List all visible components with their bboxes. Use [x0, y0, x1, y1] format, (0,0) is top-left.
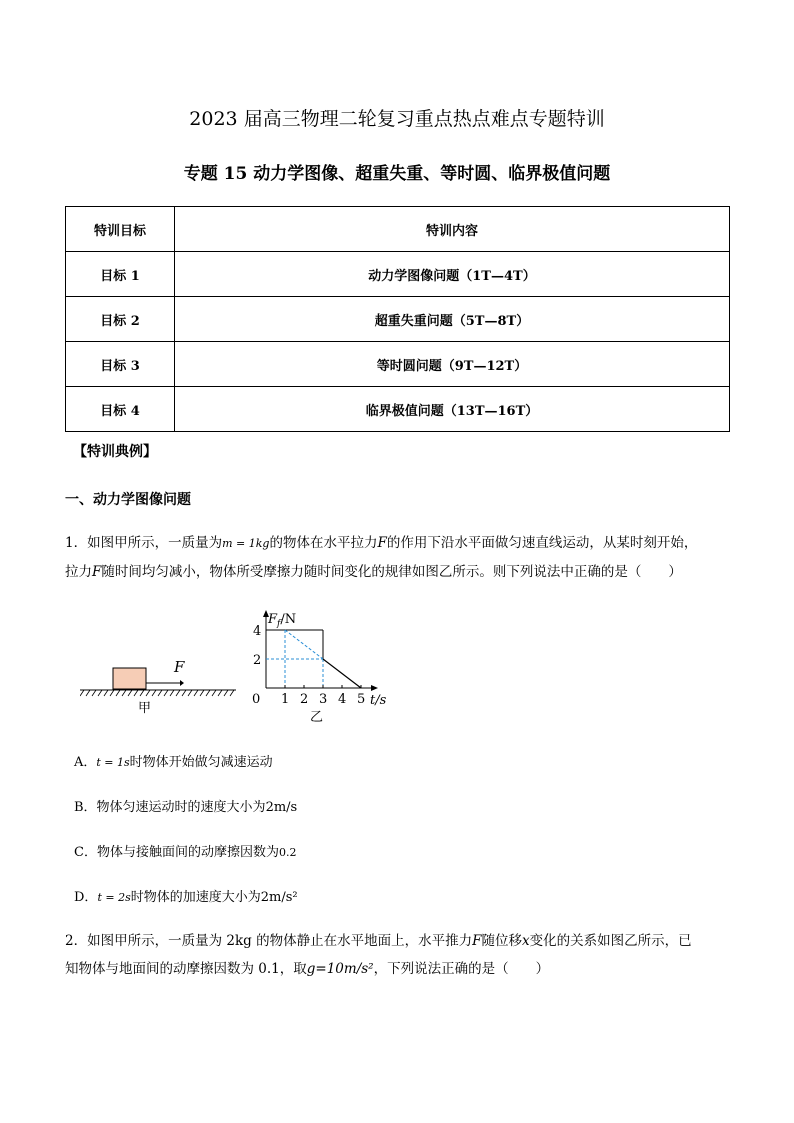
- q2-text: 随位移: [481, 933, 522, 949]
- table-header-row: [66, 207, 730, 252]
- x-tick-label: 2: [300, 692, 309, 707]
- option-c: [74, 841, 296, 860]
- x-axis-arrow: [371, 685, 378, 691]
- table-cell-content: 等时圆问题（9T—12T）: [175, 342, 730, 387]
- q2-text: 变化的关系如图乙所示，已: [529, 933, 692, 949]
- table-cell-goal: 目标 3: [66, 342, 175, 387]
- table-row: [66, 297, 730, 342]
- q2-x-symbol: x: [521, 933, 530, 949]
- q1-text: 的作用下沿水平面做匀速直线运动，从某时刻开始，: [386, 535, 698, 551]
- option-d-label: D．: [74, 890, 98, 905]
- q2-force-symbol: F: [472, 933, 482, 949]
- friction-line: [323, 659, 361, 688]
- option-d-expr: 2m/s²: [260, 890, 298, 905]
- option-a-label: A．: [74, 755, 97, 770]
- option-d-expr: t = 2s: [97, 891, 131, 904]
- table-cell-goal: 目标 2: [66, 297, 175, 342]
- x-tick-label: 5: [357, 692, 366, 707]
- section-heading: 一、动力学图像问题: [65, 492, 191, 508]
- q1-text: 的物体在水平拉力: [269, 535, 378, 551]
- option-b: [74, 796, 297, 815]
- table-cell-goal: 目标 4: [66, 387, 175, 432]
- option-a: [74, 751, 273, 770]
- question-1-text: [65, 529, 745, 586]
- option-b-expr: 2m/s: [265, 800, 298, 815]
- arrow-head: [180, 680, 184, 686]
- option-d-text: 时物体的加速度大小为: [130, 890, 261, 905]
- q2-text: 知物体与地面间的动摩擦因数为 0.1，取: [65, 961, 307, 977]
- figure-jia: [80, 655, 240, 725]
- q2-text: ，下列说法正确的是（ ）: [373, 961, 550, 977]
- q1-force-symbol: F: [377, 535, 387, 551]
- q1-text: 拉力: [65, 564, 92, 580]
- table-header-content: 特训内容: [175, 207, 730, 252]
- table-cell-content: 动力学图像问题（1T—4T）: [175, 252, 730, 297]
- x-tick-label: 1: [281, 692, 290, 707]
- table-cell-content: 临界极值问题（13T—16T）: [175, 387, 730, 432]
- figure-caption-jia: 甲: [138, 701, 152, 716]
- q1-force-symbol: F: [92, 564, 102, 580]
- x-tick-label: 3: [319, 692, 328, 707]
- option-a-expr: t = 1s: [96, 756, 130, 769]
- table-cell-goal: 目标 1: [66, 252, 175, 297]
- q2-g-expr: g=10m/s²: [306, 961, 374, 977]
- figure-caption-yi: 乙: [310, 710, 324, 725]
- goals-table: [65, 206, 730, 432]
- figure-yi-chart: [248, 605, 398, 725]
- q1-text: 1．如图甲所示，一质量为: [65, 535, 223, 551]
- page-title: 2023 届高三物理二轮复习重点热点难点专题特训: [189, 108, 605, 130]
- x-tick-label: 0: [252, 692, 261, 707]
- table-header-goal: 特训目标: [66, 207, 175, 252]
- force-label: F: [174, 658, 185, 676]
- question-2-text: [65, 927, 745, 983]
- ground-hatching: [80, 690, 234, 696]
- option-c-expr: 0.2: [278, 846, 297, 859]
- y-tick-label: 4: [253, 624, 262, 639]
- x-axis-label: t/s: [370, 693, 387, 708]
- option-a-text: 时物体开始做匀减速运动: [129, 755, 273, 770]
- block: [113, 668, 146, 689]
- option-c-text: C．物体与接触面间的动摩擦因数为: [74, 845, 279, 860]
- page-subtitle: 专题 15 动力学图像、超重失重、等时圆、临界极值问题: [183, 164, 611, 184]
- q1-text: 随时间均匀减小，物体所受摩擦力随时间变化的规律如图乙所示。则下列说法中正确的是（ ）: [101, 564, 682, 580]
- x-tick-label: 4: [338, 692, 347, 707]
- dashed-slope-line: [285, 630, 323, 659]
- table-cell-content: 超重失重问题（5T—8T）: [175, 297, 730, 342]
- table-row: [66, 342, 730, 387]
- option-b-text: B．物体匀速运动时的速度大小为: [74, 800, 266, 815]
- table-row: [66, 387, 730, 432]
- section-header: 【特训典例】: [73, 444, 157, 460]
- option-d: [74, 886, 298, 905]
- table-row: [66, 252, 730, 297]
- q2-text: 2．如图甲所示，一质量为 2kg 的物体静止在水平地面上，水平推力: [65, 933, 473, 949]
- y-axis-label: $F_f/N$: [268, 612, 297, 629]
- y-tick-label: 2: [253, 653, 262, 668]
- q1-mass-expr: m = 1kg: [222, 537, 270, 550]
